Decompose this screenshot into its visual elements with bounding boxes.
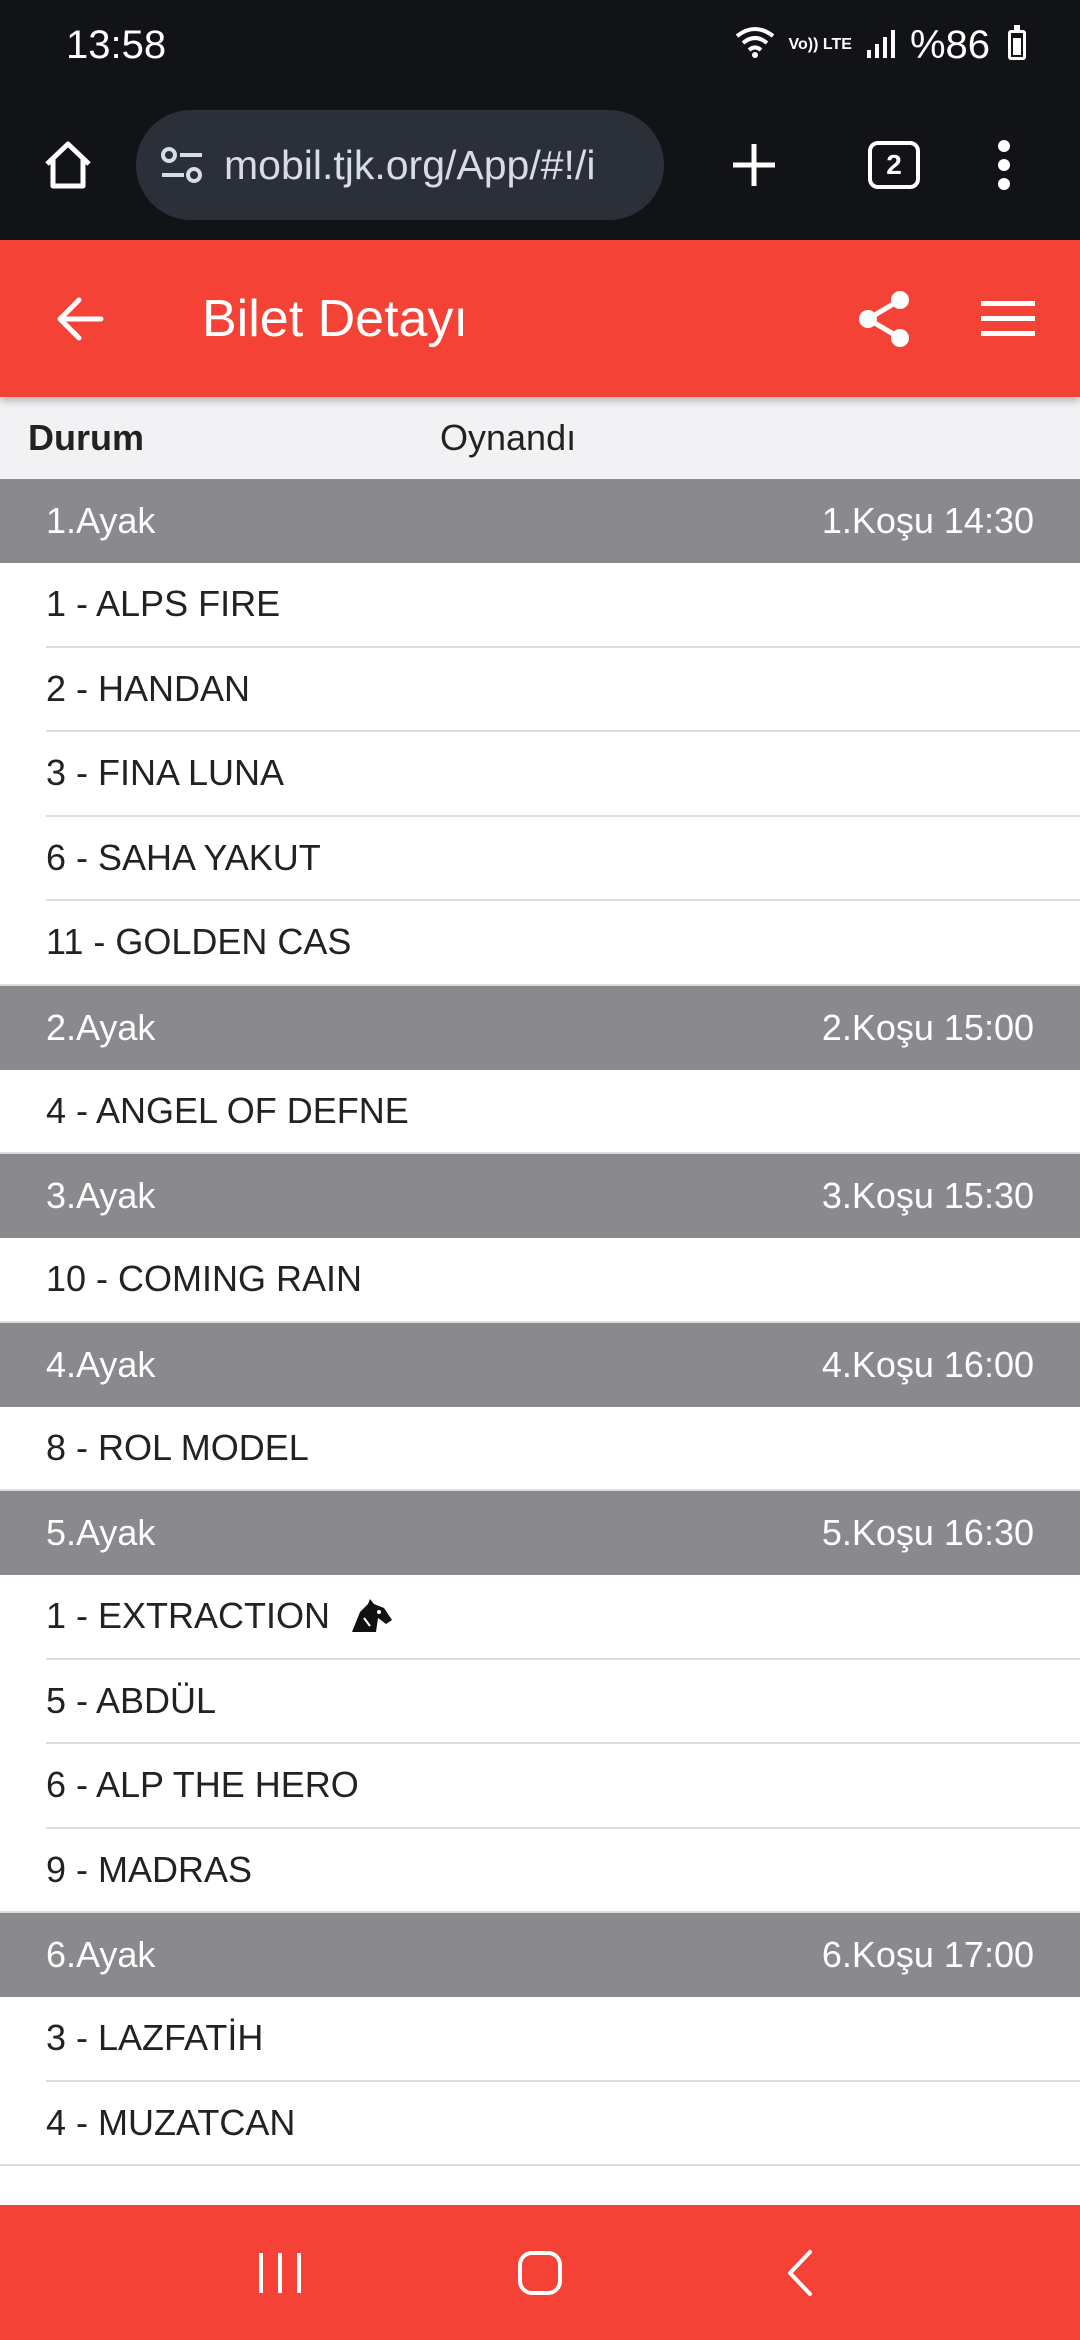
horse-row xyxy=(46,1575,1080,1660)
signal-icon xyxy=(866,23,896,68)
leg-title: 2.Ayak xyxy=(46,1006,156,1048)
home-square-icon xyxy=(516,2249,564,2297)
battery-icon xyxy=(1008,30,1026,60)
horse-row: 5 - ABDÜL xyxy=(46,1660,1080,1745)
leg-header xyxy=(0,479,1080,563)
race-time: 4.Koşu 16:00 xyxy=(821,1343,1034,1385)
back-button[interactable] xyxy=(40,279,120,359)
horse-row: 3 - LAZFATİH xyxy=(46,1997,1080,2082)
leg-title: 5.Ayak xyxy=(46,1512,156,1553)
app-header xyxy=(0,240,1080,397)
status-icons xyxy=(735,23,1026,68)
race-time: 2.Koşu 15:00 xyxy=(821,1006,1034,1048)
browser-menu-button[interactable] xyxy=(974,115,1034,215)
status-label: Durum xyxy=(28,417,144,458)
home-button[interactable] xyxy=(18,115,118,215)
more-vert-icon xyxy=(997,139,1011,191)
horse-name: 1 - EXTRACTION xyxy=(46,1595,331,1637)
address-bar[interactable] xyxy=(136,110,664,220)
tab-count: 2 xyxy=(868,141,920,189)
status-value: Oynandı xyxy=(440,417,577,458)
wifi-icon xyxy=(735,23,775,68)
leg-title: 4.Ayak xyxy=(46,1343,156,1385)
home-icon xyxy=(41,138,95,192)
leg-title: 1.Ayak xyxy=(46,500,156,541)
leg-header xyxy=(0,1491,1080,1575)
horse-row: 6 - SAHA YAKUT xyxy=(46,817,1080,902)
recents-icon xyxy=(255,2251,305,2295)
tab-switcher-button[interactable] xyxy=(844,115,944,215)
new-tab-button[interactable] xyxy=(704,115,804,215)
leg-title: 6.Ayak xyxy=(46,1934,156,1975)
horse-row: 4 - ANGEL OF DEFNE xyxy=(0,1070,1080,1155)
horse-row: 3 - FINA LUNA xyxy=(46,732,1080,817)
ticket-status-row xyxy=(0,397,1080,479)
plus-icon xyxy=(729,140,779,190)
back-nav-button[interactable] xyxy=(755,2228,845,2318)
home-nav-button[interactable] xyxy=(495,2228,585,2318)
horse-row: 6 - ALP THE HERO xyxy=(46,1744,1080,1829)
hamburger-icon xyxy=(981,299,1035,339)
horse-row: 11 - GOLDEN CAS xyxy=(0,901,1080,986)
leg-header xyxy=(0,1323,1080,1407)
horse-row: 1 - ALPS FIRE xyxy=(46,563,1080,648)
leg-header xyxy=(0,1154,1080,1238)
leg-header xyxy=(0,986,1080,1070)
share-button[interactable] xyxy=(844,279,924,359)
horse-head-icon xyxy=(346,1598,394,1634)
horse-row: 10 - COMING RAIN xyxy=(0,1238,1080,1323)
horse-row: 8 - ROL MODEL xyxy=(0,1407,1080,1492)
horse-row: 2 - HANDAN xyxy=(46,648,1080,733)
status-time: 13:58 xyxy=(66,22,167,67)
ticket-legs-list xyxy=(0,479,1080,2166)
status-bar xyxy=(0,0,1080,90)
battery-level: %86 xyxy=(909,22,990,67)
menu-button[interactable] xyxy=(968,279,1048,359)
horse-row: 9 - MADRAS xyxy=(0,1829,1080,1914)
share-icon xyxy=(856,290,912,348)
race-time: 5.Koşu 16:30 xyxy=(821,1512,1034,1553)
race-time: 1.Koşu 14:30 xyxy=(821,500,1034,541)
leg-title: 3.Ayak xyxy=(46,1175,156,1216)
site-settings-icon xyxy=(160,145,204,185)
recent-apps-button[interactable] xyxy=(235,2228,325,2318)
arrow-back-icon xyxy=(55,296,105,342)
system-nav-bar xyxy=(0,2205,1080,2340)
browser-toolbar xyxy=(0,90,1080,240)
page-title: Bilet Detayı xyxy=(202,289,468,348)
leg-header xyxy=(0,1913,1080,1997)
chevron-left-icon xyxy=(782,2248,818,2298)
race-time: 6.Koşu 17:00 xyxy=(821,1934,1034,1975)
horse-row: 4 - MUZATCAN xyxy=(0,2082,1080,2167)
lte-indicator: Vo)) LTE xyxy=(788,36,852,53)
race-time: 3.Koşu 15:30 xyxy=(821,1175,1034,1216)
url-text: mobil.tjk.org/App/#!/i xyxy=(224,141,596,188)
